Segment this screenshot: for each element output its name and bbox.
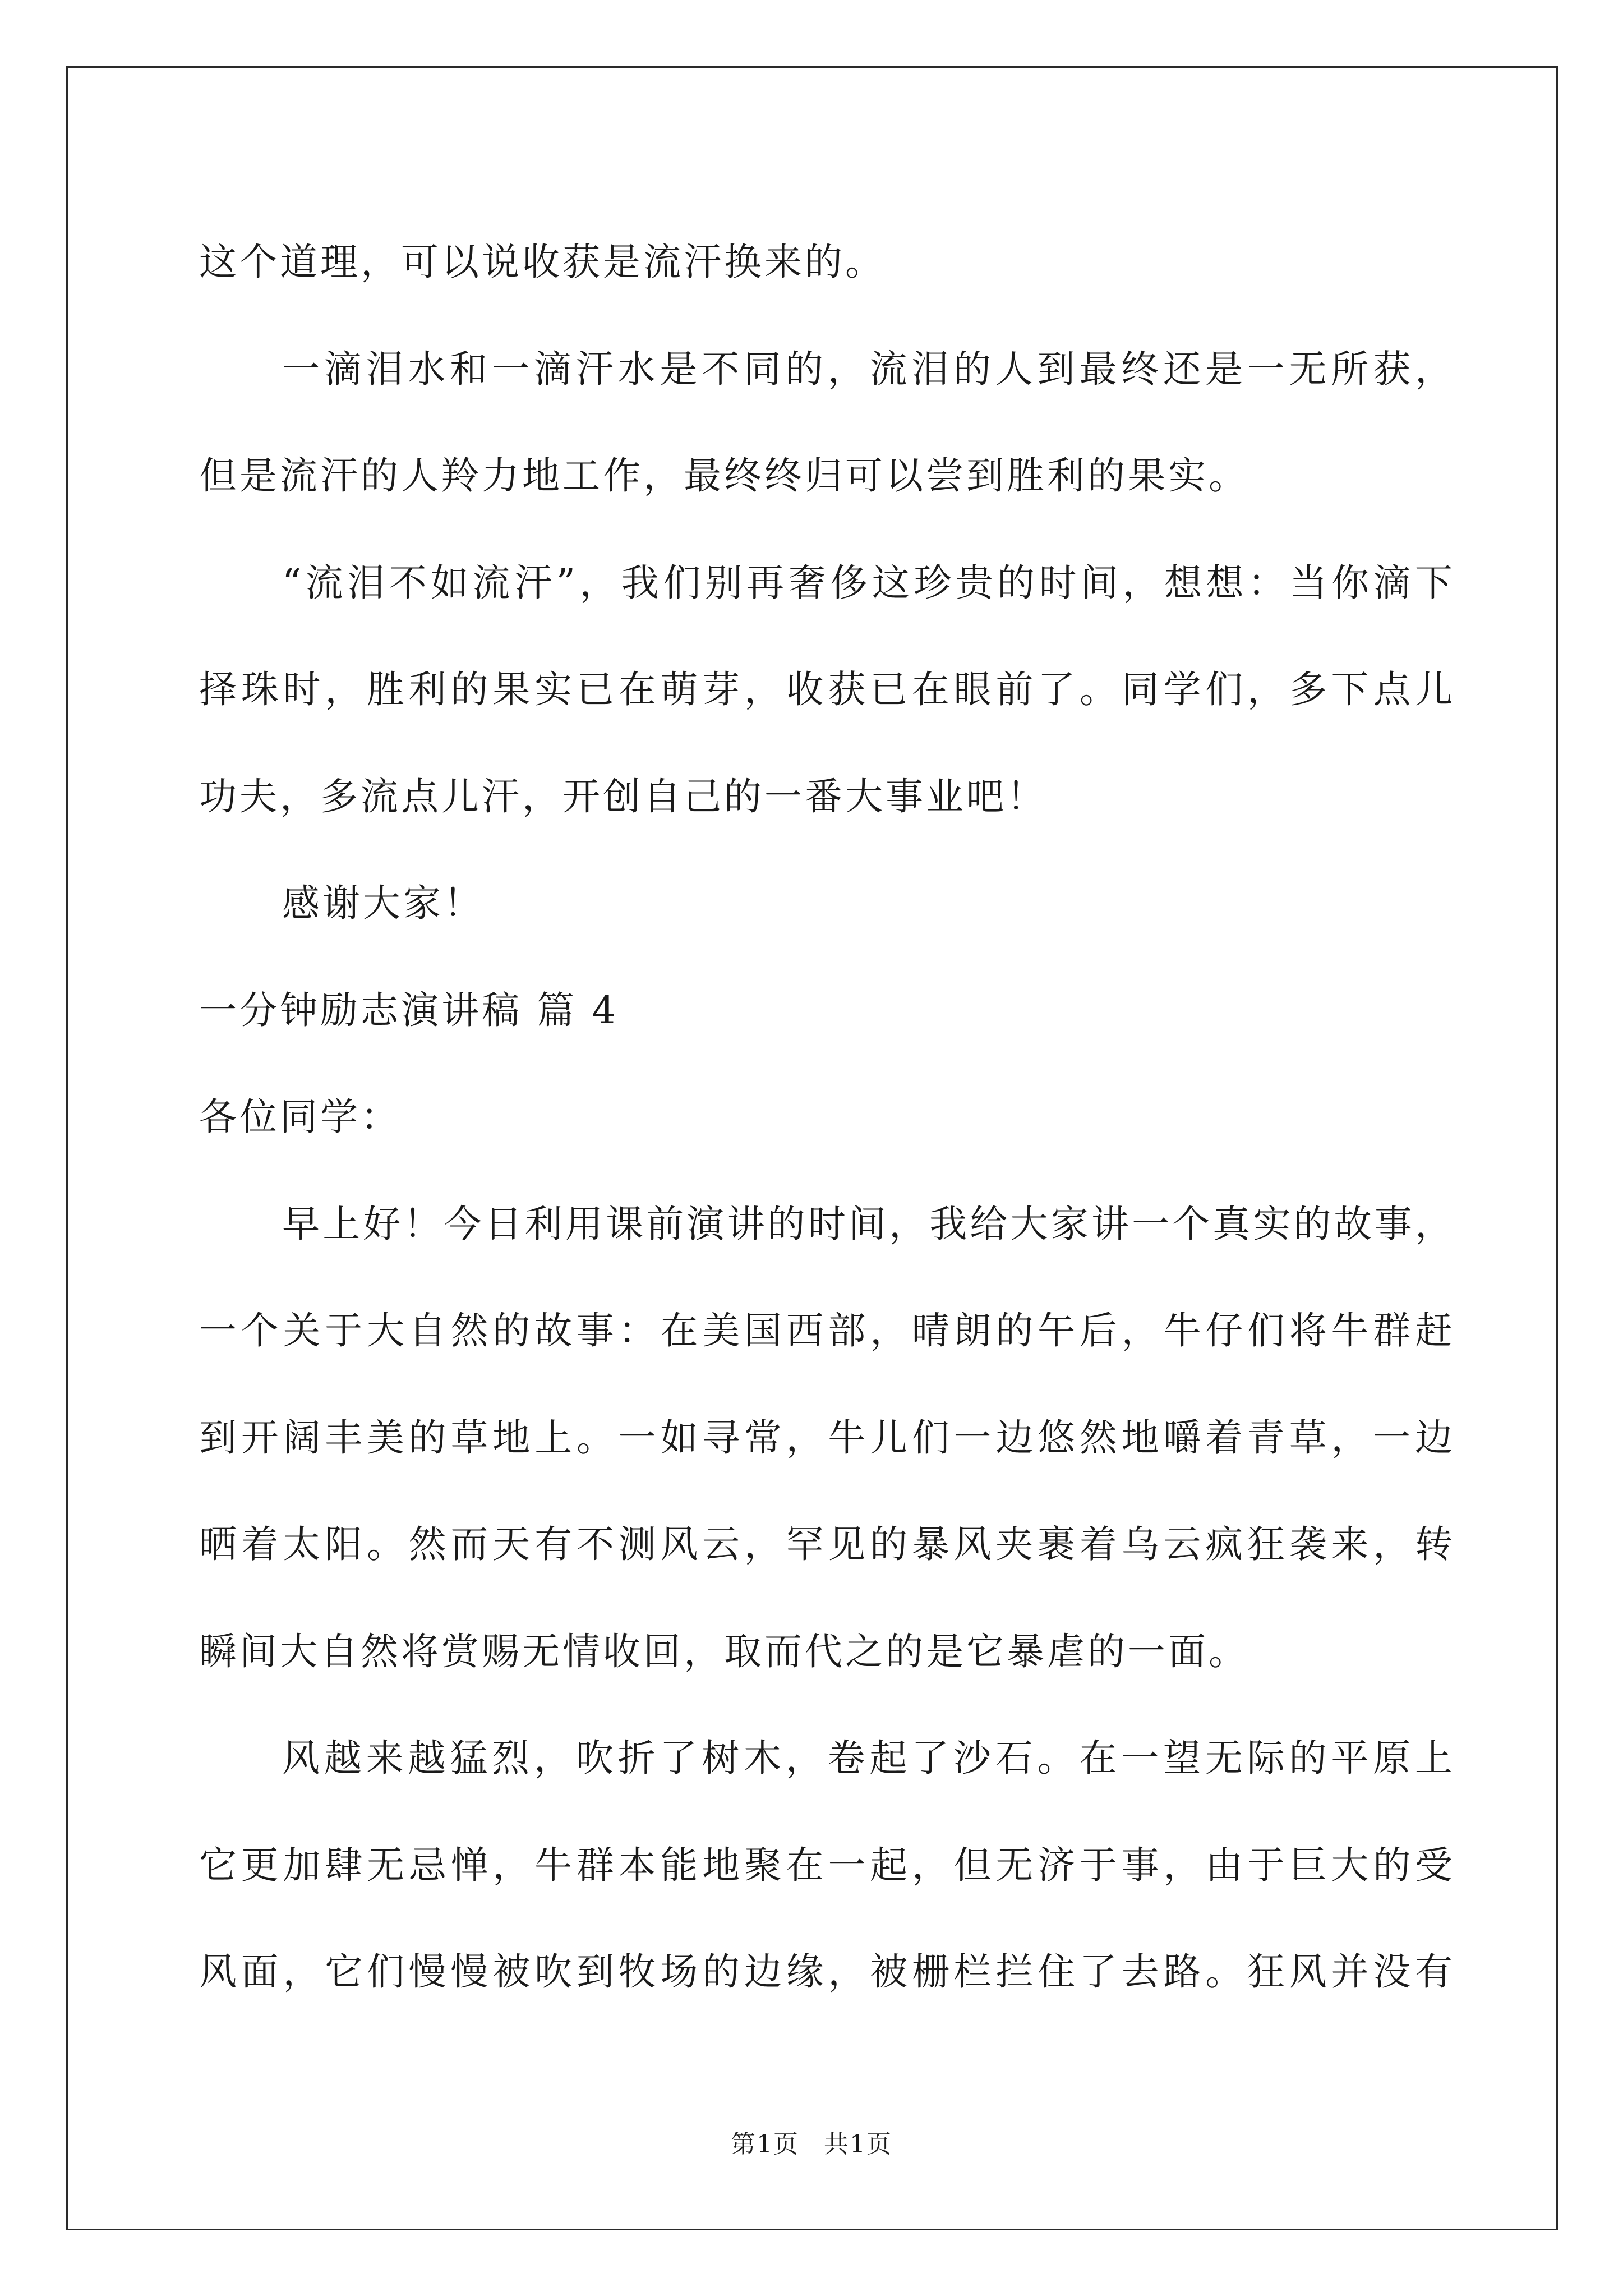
paragraph-line: 这个道理，可以说收获是流汗换来的。 [199, 240, 886, 284]
page-number: 第1页 [731, 2130, 799, 2159]
paragraph-line: 风越来越猛烈，吹折了树木，卷起了沙石。在一望无际的平原上 [282, 1736, 1455, 1780]
paragraph-line: 晒着太阳。然而天有不测风云，罕见的暴风夹裹着乌云疯狂袭来，转 [199, 1522, 1455, 1566]
paragraph-line: 一个关于大自然的故事：在美国西部，晴朗的午后，牛仔们将牛群赶 [199, 1309, 1455, 1352]
paragraph-line: 择珠时，胜利的果实已在萌芽，收获已在眼前了。同学们，多下点儿 [199, 668, 1455, 711]
closing-line: 感谢大家！ [282, 881, 484, 925]
paragraph-line: 一滴泪水和一滴汗水是不同的，流泪的人到最终还是一无所获， [282, 347, 1455, 391]
paragraph-line: 到开阔丰美的草地上。一如寻常，牛儿们一边悠然地嚼着青草，一边 [199, 1415, 1455, 1460]
page-total: 共1页 [824, 2130, 892, 2159]
salutation: 各位同学： [199, 1095, 401, 1139]
document-body [199, 209, 1455, 2026]
section-heading: 一分钟励志演讲稿 篇 4 [199, 988, 619, 1032]
paragraph-line: 它更加肆无忌惮，牛群本能地聚在一起，但无济于事，由于巨大的受 [199, 1843, 1455, 1887]
paragraph-line: 瞬间大自然将赏赐无情收回，取而代之的是它暴虐的一面。 [199, 1629, 1249, 1673]
page-footer [0, 2124, 1623, 2160]
paragraph-line: 风面，它们慢慢被吹到牧场的边缘，被栅栏拦住了去路。狂风并没有 [199, 1950, 1455, 1994]
paragraph-line: “流泪不如流汗”，我们别再奢侈这珍贵的时间，想想：当你滴下 [282, 560, 1455, 605]
paragraph-line: 但是流汗的人羚力地工作，最终终归可以尝到胜利的果实。 [199, 454, 1249, 498]
paragraph-line: 功夫，多流点儿汗，开创自己的一番大事业吧！ [199, 774, 1047, 818]
paragraph-line: 早上好！今日利用课前演讲的时间，我给大家讲一个真实的故事， [282, 1202, 1455, 1246]
